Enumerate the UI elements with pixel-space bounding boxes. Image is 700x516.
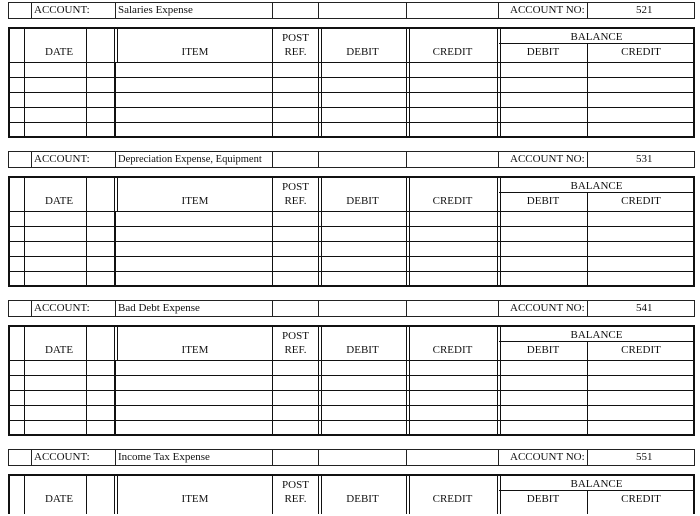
column-divider [24,178,25,285]
balance-divider [499,43,693,44]
account-header [0,447,700,469]
ledger-depreciation-expense [0,149,700,207]
account-no-label-cell [498,2,588,19]
credit-header: CREDIT [432,344,473,356]
ledger-grid [8,27,695,138]
column-divider [272,29,273,136]
account-no-label: ACCOUNT NO: [510,4,585,16]
account-label: ACCOUNT: [34,451,90,463]
account-label-cell [31,2,116,19]
debit-header: DEBIT [346,344,379,356]
account-no-label-cell [498,300,588,317]
column-divider [587,193,588,285]
account-cell-spacer [8,449,32,466]
column-divider [114,63,116,136]
table-row [10,123,693,137]
account-cell-spacer [406,300,499,317]
item-header: ITEM [181,195,209,207]
account-name-cell [115,300,273,317]
column-divider [318,476,322,514]
column-divider [406,327,410,434]
item-header: ITEM [181,46,209,58]
balance-debit-header: DEBIT [526,195,560,207]
account-cell-spacer [318,151,407,168]
account-number: 521 [636,4,653,16]
account-label: ACCOUNT: [34,153,90,165]
table-row [10,376,693,391]
date-header: DATE [44,493,74,505]
account-label: ACCOUNT: [34,302,90,314]
column-divider [587,342,588,434]
account-cell-spacer [318,449,407,466]
date-header: DATE [44,195,74,207]
column-divider [114,361,116,434]
account-header [0,298,700,320]
account-label: ACCOUNT: [34,4,90,16]
account-header [0,149,700,171]
account-name: Bad Debt Expense [118,302,200,314]
table-row [10,227,693,242]
column-divider [24,476,25,514]
ref-header: REF. [284,46,307,58]
account-cell-spacer [8,300,32,317]
column-divider [406,29,410,136]
balance-header: BALANCE [570,478,623,490]
post-header: POST [282,479,309,491]
ledger-bad-debt-expense [0,298,700,356]
account-no-label: ACCOUNT NO: [510,302,585,314]
account-no-cell [587,151,695,168]
column-divider [497,327,501,434]
account-cell-spacer [406,2,499,19]
post-header: POST [282,330,309,342]
account-no-label-cell [498,449,588,466]
column-divider [86,327,87,434]
credit-header: CREDIT [432,46,473,58]
balance-header: BALANCE [570,329,623,341]
account-cell-spacer [406,449,499,466]
account-name: Depreciation Expense, Equipment [118,154,262,165]
account-number: 531 [636,153,653,165]
table-row [10,272,693,286]
debit-header: DEBIT [346,493,379,505]
column-divider [497,178,501,285]
balance-divider [499,341,693,342]
column-divider [24,29,25,136]
date-header: DATE [44,46,74,58]
column-divider [86,476,87,514]
account-no-cell [587,449,695,466]
column-divider [406,178,410,285]
header-row [10,178,693,212]
credit-header: CREDIT [432,493,473,505]
column-divider [114,178,118,212]
account-cell-spacer [318,2,407,19]
column-divider [497,476,501,514]
header-row [10,327,693,361]
column-divider [86,29,87,136]
debit-header: DEBIT [346,195,379,207]
ref-header: REF. [284,493,307,505]
account-name-cell [115,449,273,466]
account-no-label: ACCOUNT NO: [510,451,585,463]
account-cell-spacer [406,151,499,168]
column-divider [272,178,273,285]
account-number: 541 [636,302,653,314]
balance-header: BALANCE [570,31,623,43]
table-row [10,257,693,272]
ledger-grid [8,474,695,514]
column-divider [406,476,410,514]
column-divider [272,327,273,434]
balance-header: BALANCE [570,180,623,192]
account-cell-spacer [272,2,319,19]
table-row [10,421,693,435]
column-divider [318,327,322,434]
post-header: POST [282,181,309,193]
ledger-salaries-expense [0,0,700,58]
account-no-label: ACCOUNT NO: [510,153,585,165]
table-row [10,406,693,421]
balance-debit-header: DEBIT [526,46,560,58]
post-header: POST [282,32,309,44]
header-row [10,476,693,516]
account-label-cell [31,449,116,466]
table-row [10,78,693,93]
balance-credit-header: CREDIT [621,46,661,58]
column-divider [24,327,25,434]
account-cell-spacer [272,151,319,168]
account-number: 551 [636,451,653,463]
column-divider [318,178,322,285]
account-cell-spacer [272,449,319,466]
balance-credit-header: CREDIT [621,493,661,505]
item-header: ITEM [181,344,209,356]
balance-divider [499,192,693,193]
account-name-cell [115,2,273,19]
ledger-grid [8,325,695,436]
table-row [10,242,693,257]
header-row [10,29,693,63]
balance-debit-header: DEBIT [526,493,560,505]
column-divider [114,476,118,514]
balance-credit-header: CREDIT [621,344,661,356]
column-divider [318,29,322,136]
table-row [10,93,693,108]
table-row [10,361,693,376]
account-no-cell [587,2,695,19]
column-divider [497,29,501,136]
debit-header: DEBIT [346,46,379,58]
column-divider [86,178,87,285]
account-no-label-cell [498,151,588,168]
table-row [10,391,693,406]
account-cell-spacer [8,151,32,168]
column-divider [114,212,116,285]
account-label-cell [31,151,116,168]
ledger-grid [8,176,695,287]
ledger-income-tax-expense [0,447,700,505]
credit-header: CREDIT [432,195,473,207]
column-divider [587,491,588,514]
table-row [10,212,693,227]
ref-header: REF. [284,344,307,356]
balance-debit-header: DEBIT [526,344,560,356]
date-header: DATE [44,344,74,356]
balance-divider [499,490,693,491]
column-divider [114,29,118,63]
column-divider [114,327,118,361]
account-cell-spacer [318,300,407,317]
account-name: Salaries Expense [118,4,193,16]
column-divider [587,44,588,136]
ref-header: REF. [284,195,307,207]
column-divider [272,476,273,514]
account-label-cell [31,300,116,317]
account-cell-spacer [272,300,319,317]
account-name-cell [115,151,273,168]
table-row [10,63,693,78]
item-header: ITEM [181,493,209,505]
account-name: Income Tax Expense [118,451,210,463]
table-row [10,108,693,123]
balance-credit-header: CREDIT [621,195,661,207]
account-header [0,0,700,22]
account-no-cell [587,300,695,317]
account-cell-spacer [8,2,32,19]
